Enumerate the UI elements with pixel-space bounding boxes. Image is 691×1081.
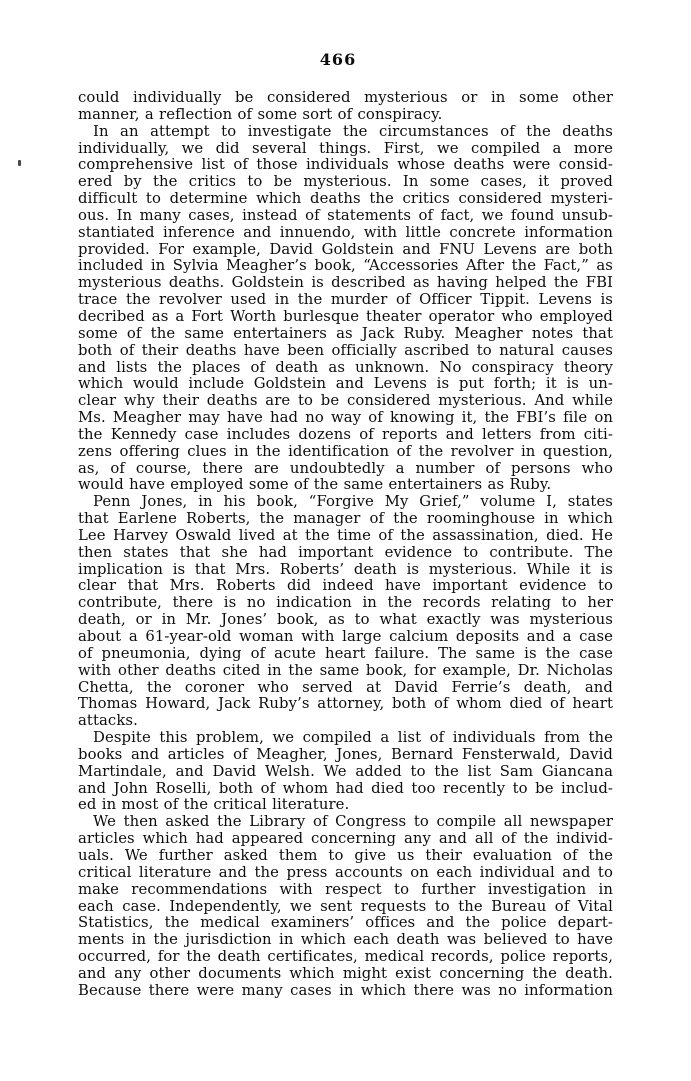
- text-line: uals. We further asked them to give us their evaluation of the: [78, 847, 613, 864]
- text-line: Despite this problem, we compiled a list of individuals from the: [93, 730, 613, 747]
- text-line: attacks.: [78, 713, 138, 730]
- text-line: ments in the jurisdiction in which each death was believed to have: [78, 932, 613, 949]
- text-line: Penn Jones, in his book, “Forgive My Grief,” volume I, states: [93, 494, 613, 511]
- text-line: Chetta, the coroner who served at David Ferrie’s death, and: [78, 679, 613, 696]
- text-line: both of their deaths have been officially ascribed to natural causes: [78, 342, 613, 359]
- text-line: would have employed some of the same entertainers as Ruby.: [78, 477, 552, 494]
- text-line: comprehensive list of those individuals whose deaths were consid-: [78, 157, 613, 174]
- text-line: could individually be considered mysterious or in some other: [78, 90, 613, 106]
- text-line: articles which had appeared concerning any and all of the individ-: [78, 831, 613, 848]
- text-line: Lee Harvey Oswald lived at the time of the assassination, died. He: [78, 527, 613, 544]
- text-line: trace the revolver used in the murder of Officer Tippit. Levens is: [78, 292, 613, 309]
- text-line: of pneumonia, dying of acute heart failure. The same is the case: [78, 645, 613, 662]
- text-line: critical literature and the press accounts on each individual and to: [78, 864, 613, 881]
- text-line: individually, we did several things. First, we compiled a more: [78, 140, 613, 157]
- text-line: each case. Independently, we sent requests to the Bureau of Vital: [78, 898, 613, 915]
- text-line: and lists the places of death as unknown. No conspiracy theory: [78, 359, 613, 376]
- text-line: Martindale, and David Welsh. We added to the list Sam Giancana: [78, 763, 613, 780]
- text-line: We then asked the Library of Congress to compile all newspaper: [93, 814, 613, 831]
- text-line: In an attempt to investigate the circumstances of the deaths: [93, 123, 613, 140]
- text-line: Ms. Meagher may have had no way of knowing it, the FBI’s file on: [78, 410, 613, 427]
- text-line: death, or in Mr. Jones’ book, as to what exactly was mysterious: [78, 612, 613, 629]
- text-line: provided. For example, David Goldstein and FNU Levens are both: [78, 241, 613, 258]
- text-line: the Kennedy case includes dozens of reports and letters from citi-: [78, 426, 613, 443]
- page-number: 466: [319, 50, 357, 69]
- text-line: make recommendations with respect to further investigation in: [78, 881, 613, 898]
- text-line: that Earlene Roberts, the manager of the roominghouse in which: [78, 511, 613, 528]
- text-line: contribute, there is no indication in the records relating to her: [78, 595, 613, 612]
- body-text: [78, 90, 613, 1000]
- text-line: about a 61-year-old woman with large calcium deposits and a case: [78, 629, 613, 645]
- text-line: implication is that Mrs. Roberts’ death is mysterious. While it is: [78, 561, 613, 578]
- text-line: ous. In many cases, instead of statements of fact, we found unsub-: [78, 207, 613, 224]
- text-line: ed in most of the critical literature.: [78, 797, 350, 814]
- text-line: and any other documents which might exist concerning the death.: [78, 965, 613, 982]
- text-line: which would include Goldstein and Levens is put forth; it is un-: [78, 376, 613, 393]
- scan-speck-artifact: [18, 160, 21, 166]
- text-line: difficult to determine which deaths the critics considered mysteri-: [78, 191, 613, 208]
- text-line: with other deaths cited in the same book, for example, Dr. Nicholas: [78, 662, 613, 679]
- text-line: some of the same entertainers as Jack Ruby. Meagher notes that: [78, 325, 613, 342]
- text-line: clear why their deaths are to be considered mysterious. And while: [78, 393, 613, 410]
- text-line: mysterious deaths. Goldstein is described as having helped the FBI: [78, 275, 613, 292]
- text-line: ered by the critics to be mysterious. In some cases, it proved: [78, 174, 613, 191]
- text-line: and John Roselli, both of whom had died too recently to be includ-: [78, 780, 613, 797]
- text-line: occurred, for the death certificates, medical records, police reports,: [78, 949, 613, 966]
- text-line: stantiated inference and innuendo, with little concrete information: [78, 224, 613, 241]
- text-line: Thomas Howard, Jack Ruby’s attorney, both of whom died of heart: [78, 696, 613, 713]
- text-line: zens offering clues in the identification of the revolver in question,: [78, 443, 613, 460]
- text-line: as, of course, there are undoubtedly a number of persons who: [78, 460, 613, 477]
- text-line: clear that Mrs. Roberts did indeed have important evidence to: [78, 578, 613, 595]
- text-line: manner, a reflection of some sort of conspiracy.: [78, 106, 443, 123]
- text-line: books and articles of Meagher, Jones, Bernard Fensterwald, David: [78, 746, 613, 763]
- text-line: then states that she had important evidence to contribute. The: [78, 544, 613, 561]
- text-line: included in Sylvia Meagher’s book, “Accessories After the Fact,” as: [78, 258, 613, 275]
- text-line: Statistics, the medical examiners’ offices and the police depart-: [78, 915, 613, 932]
- text-line: Because there were many cases in which there was no information: [78, 982, 613, 999]
- text-line: decribed as a Fort Worth burlesque theater operator who employed: [78, 308, 613, 325]
